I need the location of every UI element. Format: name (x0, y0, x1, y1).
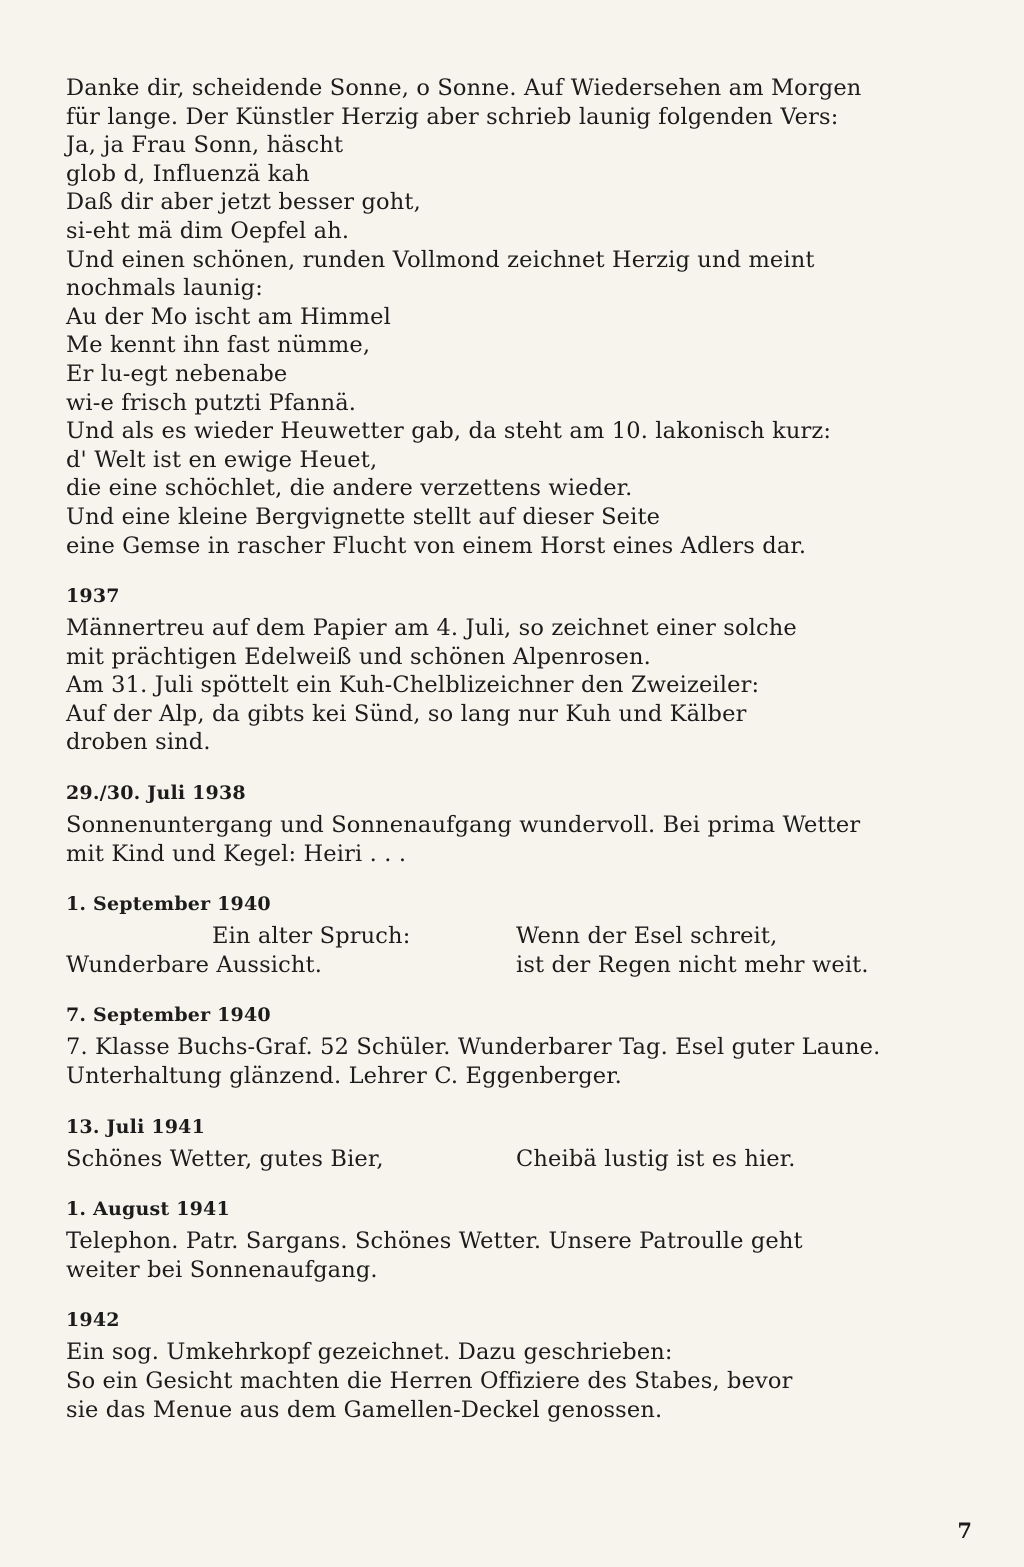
section-1942 (66, 1306, 916, 1424)
intro-line: Er lu-egt nebenabe (66, 360, 288, 387)
section-line: Sonnenuntergang und Sonnenaufgang wundervoll. Bei prima Wetter (66, 812, 861, 839)
intro-line: Und eine kleine Bergvignette stellt auf dieser Seite (66, 503, 661, 530)
section-line: ist der Regen nicht mehr weit. (516, 951, 869, 978)
section-heading: 7. September 1940 (66, 1004, 271, 1027)
section-juli-13-1941 (66, 1113, 916, 1174)
section-heading: 13. Juli 1941 (66, 1115, 206, 1138)
intro-line: nochmals launig: (66, 275, 263, 302)
section-line: Auf der Alp, da gibts kei Sünd, so lang nur Kuh und Kälber (66, 700, 747, 727)
intro-line: si-eht mä dim Oepfel ah. (66, 217, 350, 244)
intro-line: Me kennt ihn fast nümme, (66, 332, 371, 359)
intro-line: Danke dir, scheidende Sonne, o Sonne. Auf Wiedersehen am Morgen (66, 75, 862, 101)
intro-line: Au der Mo ischt am Himmel (66, 303, 391, 330)
section-heading: 1942 (66, 1309, 120, 1332)
two-column-block (66, 1145, 916, 1174)
page-content (66, 74, 916, 1424)
intro-section (66, 74, 916, 560)
intro-line: die eine schöchlet, die andere verzettens wieder. (66, 475, 633, 502)
intro-line: Und einen schönen, runden Vollmond zeichnet Herzig und meint (66, 246, 815, 273)
section-line: Wunderbare Aussicht. (66, 951, 323, 978)
section-juli-1938 (66, 779, 916, 868)
intro-line: eine Gemse in rascher Flucht von einem Horst eines Adlers dar. (66, 532, 807, 559)
section-line: 7. Klasse Buchs-Graf. 52 Schüler. Wunderbarer Tag. Esel guter Laune. (66, 1034, 881, 1061)
section-line: Unterhaltung glänzend. Lehrer C. Eggenberger. (66, 1063, 622, 1090)
intro-line: wi-e frisch putzti Pfannä. (66, 389, 357, 416)
section-heading: 1. August 1941 (66, 1198, 230, 1221)
section-line: Wenn der Esel schreit, (516, 923, 778, 950)
section-line: Am 31. Juli spöttelt ein Kuh-Chelblizeichner den Zweizeiler: (66, 672, 760, 699)
right-column (516, 922, 916, 979)
intro-line: Ja, ja Frau Sonn, häscht (66, 132, 344, 159)
intro-line: für lange. Der Künstler Herzig aber schrieb launig folgenden Vers: (66, 103, 839, 130)
section-september-1-1940 (66, 890, 916, 979)
section-line: Ein sog. Umkehrkopf gezeichnet. Dazu geschrieben: (66, 1339, 673, 1366)
intro-line: d' Welt ist en ewige Heuet, (66, 446, 378, 473)
section-heading: 1. September 1940 (66, 893, 271, 916)
section-1937 (66, 582, 916, 757)
section-heading: 29./30. Juli 1938 (66, 782, 246, 805)
section-heading: 1937 (66, 585, 120, 608)
section-line: Schönes Wetter, gutes Bier, (66, 1145, 384, 1172)
section-line: mit prächtigen Edelweiß und schönen Alpenrosen. (66, 643, 651, 670)
left-column (66, 1145, 516, 1174)
right-column (516, 1145, 916, 1174)
section-line: Cheibä lustig ist es hier. (516, 1145, 796, 1172)
section-line: weiter bei Sonnenaufgang. (66, 1256, 378, 1283)
section-line: Telephon. Patr. Sargans. Schönes Wetter. Unsere Patroulle geht (66, 1228, 803, 1255)
left-column (66, 922, 516, 979)
section-line: mit Kind und Kegel: Heiri . . . (66, 840, 407, 867)
intro-line: Und als es wieder Heuwetter gab, da steht am 10. lakonisch kurz: (66, 418, 832, 445)
two-column-block (66, 922, 916, 979)
section-september-7-1940 (66, 1001, 916, 1090)
intro-line: glob d, Influenzä kah (66, 160, 310, 187)
section-line: Ein alter Spruch: (212, 923, 411, 950)
intro-line: Daß dir aber jetzt besser goht, (66, 189, 421, 216)
section-line: sie das Menue aus dem Gamellen-Deckel genossen. (66, 1396, 663, 1423)
section-line: Männertreu auf dem Papier am 4. Juli, so zeichnet einer solche (66, 615, 797, 642)
page-number: 7 (957, 1518, 972, 1543)
section-august-1-1941 (66, 1195, 916, 1284)
section-line: So ein Gesicht machten die Herren Offiziere des Stabes, bevor (66, 1368, 793, 1394)
section-line: droben sind. (66, 729, 211, 756)
